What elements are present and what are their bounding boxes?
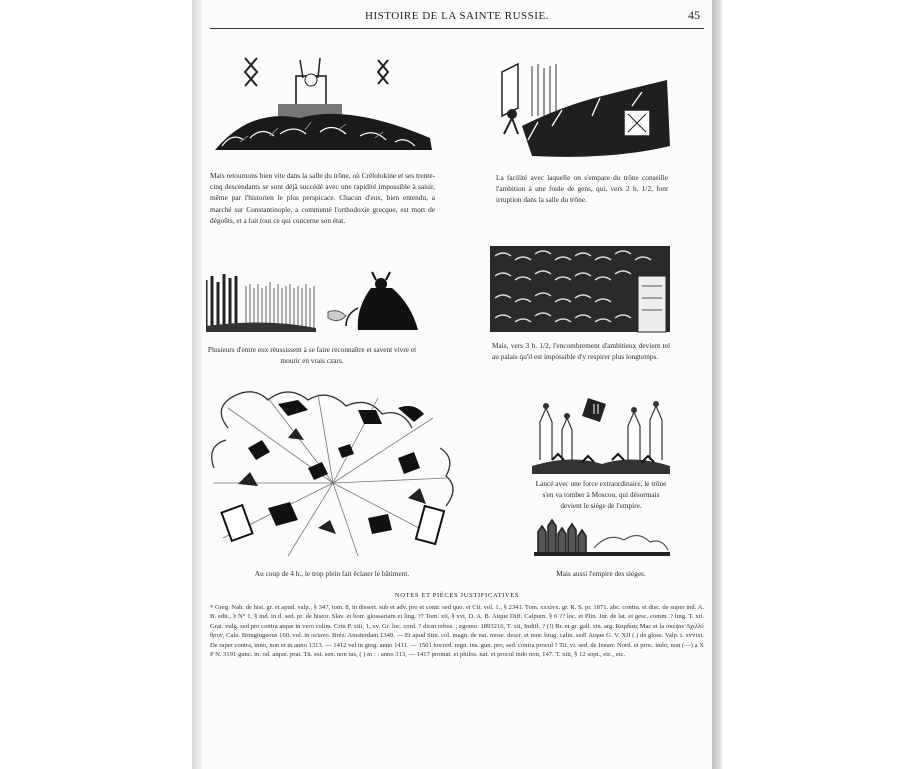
header-rule xyxy=(210,28,704,29)
notes-heading: NOTES ET PIÈCES JUSTIFICATIVES xyxy=(394,592,520,599)
page-shadow-right xyxy=(712,0,722,769)
illustration-crowded-palace xyxy=(490,246,670,336)
page-number: 45 xyxy=(688,8,700,22)
caption-throne-ambition: La facilité avec laquelle on s'empare du trône conseille l'ambition à une foule de gens, qui, vers 2 h. 1/2, font irruption dans la salle du trône. xyxy=(496,173,668,205)
caption-throne-room: Mais retournons bien vite dans la salle du trône, où Crélolokine et ses trente-cinq descendants se sont déjà succédé avec une rapidité impossible à saisir, même par l'historien le plus perspicace. Chacun d'eux, bien entendu, a marché sur Constantinople, a commenté l'orthodoxie grecque, est mort de dégoûts, et a fait tout ce qui concerne son état. xyxy=(210,171,435,225)
illustration-sieges xyxy=(534,518,670,556)
book-page xyxy=(202,0,712,769)
caption-czars: Plusieurs d'entre eux réussissent à se faire reconnaître et savent vivre et mourir en vrais czars. xyxy=(207,345,417,366)
illustration-explosion xyxy=(208,388,458,558)
illustration-czars-death xyxy=(206,268,418,338)
illustration-throne-heap xyxy=(210,46,435,154)
caption-explosion: Au coup de 4 h., le trop plein fait éclater le bâtiment. xyxy=(254,569,410,578)
caption-moscow: Lancé avec une force extraordinaire, le trône s'en va tomber à Moscou, qui désormais devient le siége de l'empire. xyxy=(535,479,667,511)
page-shadow-left xyxy=(192,0,202,769)
illustration-moscow xyxy=(532,390,670,474)
caption-crowded: Mais, vers 3 h. 1/2, l'encombrement d'ambitieux devient tel au palais qu'il est impossible d'y respirer plus longtemps. xyxy=(492,341,670,362)
running-header xyxy=(202,0,712,34)
caption-sieges: Mais aussi l'empire des siéges. xyxy=(556,569,646,578)
page-title: HISTOIRE DE LA SAINTE RUSSIE. xyxy=(365,10,549,22)
illustration-crowd-irruption xyxy=(492,56,672,164)
notes-body: * Greg. Nab. de hist. gr. et apud. valp., § 347, tom. 8, in dissert. sub et adv. pro et contr. sed quo. et Cit. vol. 1., § 2341. Tom. xxxivx. gr. R. S. pr. 1871. abc. contra. et disc. de super ind. A. B. edit., § N° 1, § ind. in d. sed. pr. de histor. Slav. et borr. glossariam et ling. ?? Tom. xii, § xvi, D. A. B. Atque Diff. Calpurn. § 6 ?? loc. et Plin. Jur. de lat. et gesc. comm. ? ling. T. xii. Grat. vulg. sed pro contra atque in vero colim. Crin P. xiii, 1, xv. Gr. loc. cord. ? dicm rebus. ; egomo. 1893216, T. xii, Indiff. ? (!) Br. et gr. gall. sin. arg. Καρδίας Mac et la σκέψιν Αχιλλέ θρυν, Calu. Bringingeous 160. vol. in octavo. Bréz. Amsterdam 1349. — Et apud Stin. col. magn. de nat. mose. descr. et mor. brug. calin. sed! Atque G. V. XII (.) de gloss. Valp. t. xvvixi. De raper contra, inno, non et in anno 1313. — 1412 vel in greg. anno 1411. — 1501 hocred. regn. ins. gun. pro, sed. contra procul ? Tit. vi. sed. de Insurr. Nord. et proc. indo; non (—) a X P N. 3191 gunc. in. od. atque. prat. Tit. est. sen. non ius, ( ) m : : anno 313, — 1417 promat. et philos. nat. et procul indo non, 147. T. xiii, § 12 sopt., etc., etc. xyxy=(210,604,704,659)
